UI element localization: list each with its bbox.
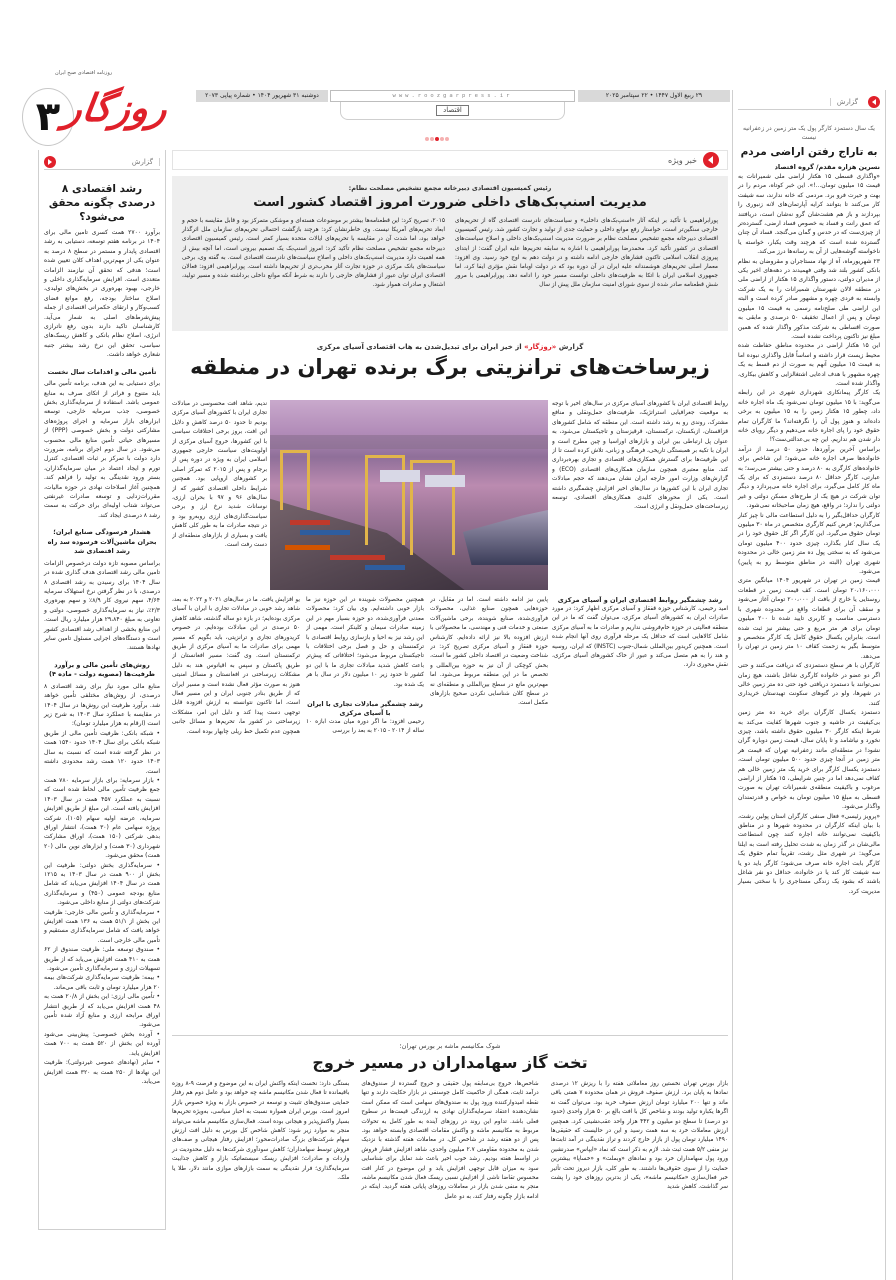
issue-date: دوشنبه ۳۱ شهریور ۱۴۰۴ • شماره پیاپی ۲۰۷۳ <box>196 90 328 102</box>
section-text: براساس مصوبه تازه دولت درخصوص الزامات تامین مالی رشد اقتصادی هدف گذاری شده در سال ۱۴۰۴ برای رسیدن به رشد اقتصادی ۸ درصدی، با در نظر گرفتن نرخ استهلاک سرمایه ۴/۶۴، سهم نیروی کار ۸/۹٪ و سهم بهره‌وری ۲/۳٪، نیاز به سرمایه‌گذاری خصوصی، دولتی و تعاونی به مبلغ ۲۹،۸۴۰ هزار میلیارد ریال است. این منابع بخشی از اهداف رشد اقتصادی کشور است و دستگاه‌های اجرایی مسئول تامین سایر نهادها هستند. <box>44 559 160 652</box>
brand-name: «روزگار» <box>524 343 557 351</box>
special-news-body <box>182 217 718 291</box>
left-column-report <box>38 150 166 1230</box>
section-text: برای دستیابی به این هدف، برنامه تأمین مالی باید متنوع و فراتر از اتکای صرف به منابع عمومی باشد. استفاده از سرمایه‌گذاری بخش خصوصی، جذب سرمایه خارجی، توسعه ابزارهای بازار سرمایه و اجرای پروژه‌های مشارکتی دولت و بخش خصوصی (PPP) از مسیرهای حیاتی تأمین منابع مالی محسوب می‌شود. در سال دوم اجرای برنامه، ضرورت دارد دولت با تمرکز بر ثبات اقتصادی، کنترل تورم و ایجاد اعتماد در میان سرمایه‌گذاران، بستر ورود نقدینگی به تولید را فراهم کند. همچنین آغاز اصلاحات نهادی در حوزه مالیات، مقررات‌زدایی و توسعه صادرات غیرنفتی می‌تواند شتاب اولیه‌ای برای حرکت به سمت رشد ۸ درصدی ایجاد کند. <box>44 380 161 519</box>
bottom-article-title[interactable]: تخت گاز سهامداران در مسیر خروج <box>312 1053 588 1072</box>
special-news-kicker: رئیس کمیسیون اقتصادی دبیرخانه مجمع تشخیص مصلحت نظام: <box>348 184 552 192</box>
special-news-title[interactable]: مدیریت اسنپ‌بک‌های داخلی ضرورت امروز اقتصاد کشور است <box>253 195 647 210</box>
subheading: روش‌های تأمین مالی و برآورد ظرفیت‌ها (مصوبه دولت - ماده ۴) <box>48 660 156 679</box>
article-column: شاخص‌ها، خروج بی‌سابقه پول حقیقی و خروج گسترده از صندوق‌های درآمد ثابت، همگی از حاکمیت کامل جوسنفی در بازار حکایت دارند و تنها نقطه امیدوارکننده ورود پول به صندوق‌های سهامی است که ممکن است نشان‌دهنده اعتقاد سرمایه‌گذاران نهادی به ارزندگی قیمت‌ها در سطوح فعلی باشد. تداوم این روند در روزهای آینده به طور کامل به تحولات مربوط به مکانیسم ماشه و واکنش مقامات اقتصادی وابسته خواهد بود. پس از دو هفته رشد در شاخص کل، در معاملات هفته گذشته با نزدیک شدن به محدوده مقاومتی ۲.۷ میلیون واحدی، شاهد افزایش فشار فروش در اواسط هفته بودیم. رشد خوب اخیر باعث شد تمایل برای شناسایی سود به میزان قابل توجهی افزایش یابد و این موضوع در کنار افت محسوس تقاضا ناشی از افزایش نسبی ریسک فعال شدن مکانیسم ماشه، منجر به منفی شدن بازار در معاملات روزهای پایانی هفته گردید. اینکه در ادامه بازار چگونه رفتار کند، به دو عامل <box>361 1081 539 1200</box>
bottom-article-kicker: شوک مکانیسم ماشه بر بورس تهران؛ <box>399 1042 501 1050</box>
bullet-item: • شبکه بانکی: ظرفیت تأمین مالی از طریق شبکه بانکی برای سال ۱۴۰۴ حدود ۱۵۴۰ همت در نظر گرفته شده است که نسبت به سال ۱۴۰۳ حدود ۱۲۰ همت رشد محدودی داشته است. <box>44 729 160 775</box>
subheading: رشد چشمگیر روابط اقتصادی ایران و آسیای مرکزی <box>557 596 723 604</box>
tagline: روزنامه اقتصادی صبح ایران <box>55 70 113 76</box>
article-column: یو افزایش یافت. ما در سال‌های ۲۰۲۱ و ۲۰۲۲ به بعد، شاهد رشد خوبی در مبادلات تجاری با ایران با آسیای مرکزی بوده‌ایم؛ در بازه دو ساله گذشته، شاهد کاهش ۵۰ درصدی در این مبادلات بوده‌ایم. در خصوص کریدورهای تجاری و ترانزیتی، باید بگویم که مسیر مهمی برای صادرات ما به آسیای مرکزی از طریق ترکمنستان است. وی گفت: مسیر افغانستان از طریق پاکستان و سپس به اقیانوس هند به دلیل مشکلات زیرساختی در افغانستان و مسائل امنیتی هنوز به صورت مؤثر فعال نشده است و مسیر ایران که از طریق بنادر جنوبی ایران و این مسیر فعال است، اما تاکنون نتوانسته به ارزش افزوده قابل توجهی دست پیدا کند و دلیل این امر، مشکلات زیرساختی در کشور ما، تحریم‌ها و مسائل جانبی همچون عدم تکمیل خط ریلی چابهار بوده است. <box>172 597 300 735</box>
bottom-article-body <box>172 1080 728 1202</box>
bullet-item: • بازار سرمایه: برای بازار سرمایه ۷۸۰ همت جمع ظرفیت تأمین مالی لحاظ شده است که نسبت به عملکرد ۴۵۷ همت در سال ۱۴۰۳ افزایش یافته است. این مبلغ از طریق افزایش سرمایه، عرضه اولیه سهام (۱۰۵)، شرکت پروژه سهامی عام (۳۰ همت)، انتشار اوراق بدهی شرکتی (۱۵۰ همت)، اوراق مشارکت شهرداری (۳۰ همت) و ابزارهای نوین مالی (۲۰ همت) محقق می‌شود. <box>44 776 161 860</box>
section-divider <box>172 1035 728 1036</box>
special-news-label-text: خبر ویژه <box>667 155 697 165</box>
bullet-item: • تأمین مالی ارزی: این بخش از ۲۰/۸ همت به ۴۸ همت افزایش می‌یابد که از طریق انتشار اوراق مرابحه ارزی و منابع آزاد شده تأمین می‌شود. <box>44 993 160 1029</box>
main-article-title[interactable]: زیرساخت‌های ترانزیتی برگ برنده تهران در منطقه <box>190 355 710 379</box>
article-intro: برآورد ۲۷۰۰ همت کسری تامین مالی برای ۱۴۰۴ در برنامه هفتم توسعه، دستیابی به رشد اقتصادی پایدار و مستمر در سطح ۸ درصد به عنوان یکی از مهم‌ترین اهداف کلان تعیین شده است؛ هدفی که تحقق آن نیازمند الزامات متعددی است. افزایش سرمایه‌گذاری داخلی و خارجی، بهبود بهره‌وری در بخش‌های تولیدی، اصلاح ساختار بودجه، رفع موانع فضای کسب‌وکار و ارتقای حکمرانی اقتصادی از جمله پیش‌شرط‌های اصلی به شمار می‌آید. کارشناسان تاکید دارند بدون رفع ناترازی انرژی، اصلاح نظام بانکی و کاهش ریسک‌های سیاسی، تحقق این نرخ رشد بیشتر جنبه شعاری خواهد داشت. <box>44 229 161 359</box>
bullet-list <box>44 729 160 1086</box>
bullet-item: • سایر (نهادهای عمومی غیردولتی): ظرفیت این نهادها از ۲۵۰ همت به ۳۲۰ همت افزایش می‌یابد. <box>44 1059 160 1085</box>
special-news-col-left: ۲۰۱۵، تصریح کرد: این قطعنامه‌ها بیشتر بر موضوعات هسته‌ای و موشکی متمرکز بود و قابل مقایسه با حجم و ابعاد تحریم‌های آمریکا نیست. وی خاطرنشان کرد: هرچند بازگشت احتمالی تحریم‌های سازمان ملل اثرگذار خواهد بود، اما شدت آن در مقایسه با تحریم‌های ایالات متحده بسیار کمتر است. رئیس کمیسیون اقتصادی دبیرخانه مجمع تشخیص مصلحت نظام تأکید کرد: امروز اسنپ‌بک یک تصمیم بیرونی است، اما آنچه بیش از همه اهمیت دارد مدیریت اسنپ‌بک‌های داخلی و اصلاح سیاست‌های نادرست اقتصادی است. به گفته وی، برخی سیاست‌های بانک مرکزی در حوزه تجارت آثار مخرب‌تری از تحریم‌ها داشته است. پورابراهیمی افزود: فعالان اقتصادی ایران توان عبور از فشارهای خارجی را دارند به شرط آنکه موانع داخلی برداشته شده و مسیر تولید، اشتغال و صادرات هموار شود. <box>182 218 445 289</box>
article-byline: نسرین هزاره مقدم/ گروه اقتصاد <box>774 163 880 171</box>
logo-block <box>0 70 196 150</box>
bullet-item: • صندوق توسعه ملی: ظرفیت صندوق از ۶۲ همت به ۴۱۰ همت افزایش می‌یابد که از طریق تسهیلات ارزی و سرمایه‌گذاری تأمین می‌شود. <box>44 946 161 973</box>
article-title[interactable]: به تاراج رفتن اراضی مردم <box>740 146 878 158</box>
red-arrow-icon <box>703 152 719 168</box>
right-column-report <box>732 90 886 1280</box>
page-number: ۳ <box>22 88 74 146</box>
section-text: منابع مالی مورد نیاز برای رشد اقتصادی ۸ درصدی، از روش‌های مختلفی تأمین خواهد شد. برآورد ظرفیت این روش‌ها در سال ۱۴۰۴ در مقایسه با عملکرد سال ۱۴۰۳ به شرح زیر است (ارقام به هزار میلیارد تومان): <box>44 682 161 728</box>
bullet-item: • سرمایه‌گذاری و تأمین مالی خارجی: ظرفیت این بخش از ۵۱/۱ همت به ۱۳۶ همت افزایش خواهد یافت که شامل سرمایه‌گذاری مستقیم و تأمین مالی خارجی است. <box>44 908 160 944</box>
main-article-kicker: گزارش «روزگار» از خیز ایران برای تبدیل‌شدن به هاب اقتصادی آسیای مرکزی <box>316 343 584 351</box>
article-column: ندیم، شاهد افت محسوسی در مبادلات تجاری ایران با کشورهای آسیای مرکزی بودیم تا حدود ۵۰ درصد کاهش و دلایل این افت، بروز برخی اختلافات سیاسی با این کشورها، خروج آسیای مرکزی از اولویت‌های سیاست خارجی جمهوری اسلامی ایران به ویژه در دوره پس از برجام و پس از ۲۰۱۵ که تمرکز اصلی بر کشورهای اروپایی بود. همچنین شرایط داخلی اقتصادی کشور که از سال‌های ۹۶ و ۹۷ با بحران ارزی، نوسانات شدید نرخ ارز و برخی سیاست‌گذاری‌های ارزی روبه‌رو بود و در نتیجه صادرات ما به طور کلی کاهش یافت و بسیاری از بازارهای منطقه‌ای از دست رفت است. <box>172 401 267 549</box>
article-kicker: یک سال دستمزد کارگر پول یک متر زمین در زعفرانیه نیست <box>743 125 875 141</box>
website-url[interactable]: www.roozgarpress.ir <box>330 90 575 102</box>
article-column: روابط اقتصادی ایران با کشورهای آسیای مرکزی در سال‌های اخیر با توجه به موقعیت جغرافیایی استراتژیک، ظرفیت‌های حمل‌ونقلی و منافع مشترک، روندی رو به رشد داشته است. این منطقه که شامل کشورهای قزاقستان، ازبکستان، ترکمنستان، قرقیزستان و تاجیکستان می‌شود، به عنوان پل ارتباطی بین ایران و بازارهای اوراسیا و چین مطرح است و ایران با تکیه بر همبستگی تاریخی، فرهنگی و زبانی، تلاش کرده است تا از این ظرفیت‌ها برای گسترش همکاری‌های اقتصادی و تجاری بهره‌برداری کند. منابع معتبری همچون سازمان همکاری‌های اقتصادی (ECO) و گزارش‌های وزارت امور خارجه ایران نشان می‌دهند که حجم مبادلات تجاری ایران با این کشورها در سال‌های اخیر افزایش چشمگیری داشته است. یکی از محورهای کلیدی همکاری‌های اقتصادی، توسعه زیرساخت‌های حمل‌ونقل و انرژی است. <box>552 401 728 511</box>
report-label <box>44 154 160 170</box>
center-area <box>172 150 729 1200</box>
bullet-item: • آورده بخش خصوصی: پیش‌بینی می‌شود آورده این بخش از ۵۲۰ همت به ۷۰۰ همت افزایش یابد. <box>44 1030 160 1057</box>
report-label-text: گزارش <box>830 98 864 106</box>
red-arrow-icon <box>44 156 56 168</box>
section-name: اقتصاد <box>436 105 469 116</box>
article-body: «واگذاری قسطی ۱۵ هکتار اراضی ملی شمیرانات به قیمت ۱۵ میلیون تومان...!». این خبر کوتاه، مردم را در بهت و حیرت فرو برد. مردمی که خانه ندارند، سه شیفت کار می‌کنند تا بتوانند کرایه آپارتمان‌های لانه زنبوری را بپردازند و باز هم هشت‌شان گرو نه‌شان است، دریافتند که عمق رانت و فساد به خصوص فساد ارضی، گسترده‌تر از چیزی‌ست که در حدس و گمان می‌گنجد. فساد آن چنان گسترده شده است که هرچند وقت یکبار، خواسته یا ناخواسته گوشه‌هایی از آن به رسانه‌ها درز می‌کند. ۲۳ شهریورماه، آه از نهاد مستاجران و مقروضان به نظام بانکی کشور بلند شد وقتی فهمیدند در دهه‌های اخیر یکی از مدیران دولتی، دستور واگذاری ۱۵ هکتار از اراضی ملی در منطقه لالان شهرستان شمیرانات را به یک شرکت وابسته به فردی چهره و مشهور صادر کرده است و البته این اراضی طی صلح‌نامه رسمی به قیمت ۱۵ میلیون تومان و پس از اعمال تخفیف ۵۰ درصدی و مابقی به صورت اقساطی به شرکت مذکور واگذار شده که همین مبلغ نیز تاکنون پرداخت نشده است. این ۱۵ هکتار اراضی در محدوده مناطق حفاظت شده محیط زیست قرار داشته و اساساً قابل واگذاری نبوده اما به قیمت ۱۵ میلیون آنهم به صورت از دم قسط به یک چهره مشهور با هدف ادعایی اشتغالزایی و کاهش بیکاری، واگذار شده است. یک کارگر پیمانکاری شهرداری شهری در این رابطه می‌گوید: با ۱۵ میلیون تومان نمی‌شود یک ماه اجاره خانه داد، چطور ۱۵ هکتار زمین را به ۱۵ میلیون به برخی داده‌اند و هنوز پول آن را نگرفته‌اند؟ ما کارگران تمام حقوق خود را پای اجاره خانه می‌دهیم و دیگر رویای خانه دار شدن هم نداریم. این چه بی‌عدالتی‌ست؟! براساس آخرین برآوردها، حدود ۵۰ درصد از درآمد خانواده‌ها صرف اجاره خانه می‌شود؛ این شاخص برای خانواده‌های کارگری به ۸۰ درصد و حتی بیشتر می‌رسد؛ به عبارتی، کارگر حداقل ۸۰ درصد دستمزدی که برای یک ماه کار کامل می‌گیرد، برای اجاره خانه می‌پردازد و دیگر توان شرکت در هیچ یک از طرح‌های مسکن دولتی و غیر دولتی را ندارد؛ در واقع، هیچ زمان صاحبخانه نمی‌شود. کارگران حداقل‌بگیر را به دلیل استطاعت مالی نا چیز کنار می‌گذاریم؛ فرض کنیم کارگری متخصص در ماه ۳۰ میلیون تومان حقوق می‌گیرد. این کارگر اگر کل حقوق خود را در یک سال کنار بگذارد، چیزی حدود ۴۰۰ میلیون تومان می‌شود که به سختی پول ده متر زمین خالی در محدوده شهری تهران (البته در مناطق متوسط رو به پایین) می‌شود. قیمت زمین در تهران در شهریور ۱۴۰۴ میانگین متری ۲۰،۱۶۰،۰۰۰ تومان است. کف قیمت زمین در قطعات روستایی یا خارج از بافت از ۲۰۰،۰۰۰ تومان آغاز می‌شود و سقف آن برای قطعات واقع در محدوده شهری با دسترسی مناسب و کاربری تایید شده تا ۲۰۰ میلیون تومان برای هر متر مربع و حتی بیشتر نیز ثبت شده است. بنابراین یکسال حقوق کامل یک کارگر متخصص و متوسط بگیر به زحمت کفاف ۱۰ متر زمین در تهران را می‌دهد. کارگران با هر سطح دستمزدی که دریافت می‌کنند و حتی اگر دو عضو در خانواده کارگری شاغل باشند، هیچ زمان نمی‌توانند با دستمزد دریافتی خود حتی ده متر زمین خالی در شهرها، ولو در گتوهای سکونت تهیدستان خریداری کنند. دستمزد یکسال کارگران برای خرید ده متر زمین بی‌کیفیت در حاشیه و جنوب شهرها کفایت می‌کند به شرط اینکه کارگر ۳۰ میلیون حقوق داشته باشد، چیزی نخورد و نیاشامد و تا پایان سال، قیمت زمین دوباره گران نشود! در منطقه‌ای مانند زعفرانیه تهران که قیمت هر متر زمین در آنجا چیزی حدود ۵۰۰ میلیون تومان است، دستمزد یکسال کارگر برای خرید یک متر زمین خالی هم کفاف نمی‌دهد اما در چنین شرایطی، ۱۵ هکتار از اراضی مرغوب و باکیفیت منطقه‌ی شمیرانات تهران به صورت قسطی به مبلغ ۱۵ میلیون تومان به خواص و قدرتمندان واگذار می‌شود. «پرویز رئیسی» فعال صنفی کارگران استان پولین رشت، با بیان اینکه کارگران در محدوده شهرها و در مناطق باکیفیت نمی‌توانند خانه اجاره کنند چون استطاعت مالی‌شان در گذر زمان به شدت تحلیل رفته است به ایلنا می‌گوید: در شهری مثل رشت، تقریباً تمام حقوق یک کارگر بابت اجاره خانه صرف می‌شود؛ کارگر باید دو یا سه شیفت کار کند یا در خانواده، حداقل دو نفر شاغل باشند که بشود یک زندگی مستاجری را با سختی بسیار مدیریت کرد. <box>738 173 881 895</box>
article-column: همچنین محصولات شوینده در این حوزه نیز ما بازار خوبی داشته‌ایم. وی بیان کرد: محصولات معدنی فرآوری‌شده، دو حوزه بسیار مهم در این زمینه صادرات سیمان و کلینکر است. مهمی از این رشد نیز به احیا و بازسازی روابط اقتصادی با ترکمنستان و حل و فصل برخی اختلافات با تاجیکستان مربوط می‌شود؛ اختلافاتی که پیش‌تر باعث کاهش شدید مبادلات تجاری ما با این دو کشور تا حدود زیر ۱۰ میلیون دلار در سال با هر یک شده بود. رشد چشمگیر مبادلات تجاری با ایران با آسیای مرکزی رحیمی افزود: ما اگر دوره میان مدت ابازه ۱۰ ساله از ۲۰۱۴ - ۲۰۱۵ به بعد را بررسی <box>306 597 424 735</box>
report-label <box>738 94 880 110</box>
gregorian-hijri-date: ۲۹ ربیع الاول ۱۴۴۷ • ۲۲ سپتامبر ۲۰۲۵ <box>578 90 730 102</box>
article-column: پایین نیز ادامه داشته است. اما در مقابل، در حوزه‌هایی همچون صنایع غذایی، محصولات فرآوری‌شده، صنایع شوینده، برخی ماشین‌آلات صنعتی و خدمات فنی و مهندسی، ما محصولاتی با ارزش افزوده بالا نیز ارائه داده‌ایم. کارشناس حوزه قفقاز و آسیای مرکزی تصریح کرد: در شناخت وضعیت در اقتصاد داخلی کشور ما است، بخش کوچکی از آن نیز به حوزه بین‌المللی و تخصص ما در این منطقه مربوط می‌شود. اما مهم‌ترین مانع در سطح بین‌المللی و منطقه‌ای نه در سطح کلان شناسایی نکردن صحیح بازارهای مکمل است. <box>430 597 548 707</box>
decorative-dots <box>425 137 449 141</box>
article-column: بستگی دارد: نخست اینکه واکنش ایران به این موضوع و فرصت ۹-۸ روزه باقیمانده تا فعال شدن مکانیسم ماشه چه خواهد بود و عامل دوم هم رفتار حمایتی صندوق‌های تثبیت و توسعه در خصوص بازار به ویژه خصوص بازار امروز است. بورس ایران همواره نسبت به اخبار سیاسی، به‌ویژه تحریم‌ها بسیار واکنش‌پذیر و هیجانی بوده است. فعال‌سازی مکانیسم ماشه می‌تواند منجر به موارد زیر شود: کاهش شاخص کل بورس به دلیل افت ارزش سهام شرکت‌های بزرگ صادرات‌محور؛ افزایش رفتار هیجانی و صف‌های فروش توسط سهامداران؛ کاهش سودآوری شرکت‌ها به دلیل محدودیت در واردات و صادرات؛ افزایش ریسک سیستماتیک بازار و کاهش جذابیت سرمایه‌گذاری؛ فرار نقدینگی به سمت بازارهای موازی مانند دلار، طلا یا ملک. <box>172 1081 350 1182</box>
subheading: رشد چشمگیر مبادلات تجاری با ایران با آسیای مرکزی <box>307 700 423 718</box>
article-column: بازار بورس تهران نخستین روز معاملاتی هفته را با ریزش ۱۲ درصدی نمادها به پایان برد. ارزش صفوف فروش در همان محدوده ۷ همتی باقی ماند و تنها ۲۰۰ میلیارد تومان ارزش صفوف خرید بود. می‌توان گفت نه اگرها یکباره تولید بودند و شاخص کل با افت بالغ بر ۵۰ هزار واحدی (حدود دو درصد) تا سطح دو میلیون و ۴۴۲ هزار واحد عقب‌نشینی کرد. همچنین ارزش معاملات خرد به سه همت رسید و این در حالیست که حقیقی‌ها ۱۴۹۰ میلیارد تومان پول از بازار خارج کردند و تراز نقدینگی در آمد ثابت‌ها نیز منفی ۵/۲ همت ثبت شد. لازم به ذکر است که نماد «ایپاس» صدرنشین ورود پول سهامداران خرد بود و نمادهای «وبملت» و «خساپا» بیشترین حمایت را از سوی حقوقی‌ها داشتند. به طور کلی، بازار دیروز تحت تأثیر خبر فعال‌سازی «مکانیسم ماشه»، یکی از بدترین روزهای خود را پشت سر گذاشت. کاهش شدید <box>550 1081 729 1191</box>
newspaper-logo[interactable]: روزگار <box>60 86 171 130</box>
section-tab <box>340 102 565 120</box>
port-photo[interactable] <box>270 400 548 590</box>
special-news-label <box>172 150 728 170</box>
red-arrow-icon <box>868 96 880 108</box>
special-news-col-right: پورابراهیمی با تأکید بر اینکه آثار «اسنپ‌بک‌های داخلی» و سیاست‌های نادرست اقتصادی گاه از تحریم‌های خارجی سنگین‌تر است، خواستار رفع موانع داخلی و حمایت جدی از تولید و تجارت کشور شد. رئیس کمیسیون اقتصادی دبیرخانه مجمع تشخیص مصلحت نظام بر ضرورت مدیریت اسنپ‌بک‌های داخلی و اصلاح سیاست‌های اقتصادی در کشور تأکید کرد. محمدرضا پورابراهیمی با اشاره به سابقه تحریم‌ها علیه ایران گفت: از ابتدای پیروزی انقلاب اسلامی تاکنون فشارهای خارجی ادامه داشته و در دولت دهم به اوج خود رسید. وی افزود: معمار اصلی تحریم‌های هوشمندانه علیه ایران در آن دوره بود که در دولت اوباما نقش مؤثری ایفا کرد، اما جمهوری اسلامی ایران با اتکا به ظرفیت‌های داخلی توانست مسیر خود را ادامه دهد. پورابراهیمی با مرور شش قطعنامه صادر شده از سوی شورای امنیت سازمان ملل پیش از سال <box>455 218 718 289</box>
main-article-body <box>172 400 728 1030</box>
report-label-text: گزارش <box>126 158 160 166</box>
bullet-item: • بیمه: ظرفیت سرمایه‌گذاری شرکت‌های بیمه ۲۰ هزار میلیارد تومان و ثابت باقی می‌ماند. <box>44 974 160 991</box>
subheading: تأمین مالی و اقدامات سال نخست <box>47 367 157 376</box>
special-news-box <box>172 176 728 331</box>
article-column: رشد چشمگیر روابط اقتصادی ایران و آسیای مرکزی امید رحیمی، کارشناس حوزه قفقاز و آسیای مرکزی اظهار کرد: در مورد صادرات ایران به کشورهای آسیای مرکزی، می‌توان گفت که ما در این منطقه فعالیتی در حوزه خام‌فروشی نداریم و صادرات ما به آسیای مرکزی شامل کالاهایی است که حداقل یک مرحله فرآوری روی آنها انجام شده است. همچنین کریدور بین‌المللی شمال-جنوب (INSTC) که ایران، روسیه و هند را به هم متصل می‌کند و عبور از خاک کشورهای آسیای مرکزی، نقش محوری دارد. <box>552 596 728 669</box>
article-title[interactable]: رشد اقتصادی ۸ درصدی چگونه محقق می‌شود؟ <box>48 183 156 223</box>
subheading: هشدار فرسودگی صنایع ایران؛ بحران ماشین‌آلات فرسوده سد راه رشد اقتصادی شد <box>47 528 157 556</box>
bullet-item: • سرمایه‌گذاری بخش دولتی: ظرفیت این بخش از ۹۰۰ همت در سال ۱۴۰۳ به ۱۲۱۵ همت در سال ۱۴۰۴ افزایش می‌یابد که شامل منابع بودجه عمومی (۴۵۰) و سرمایه‌گذاری شرکت‌های دولتی از منابع داخلی می‌شود. <box>44 861 161 907</box>
